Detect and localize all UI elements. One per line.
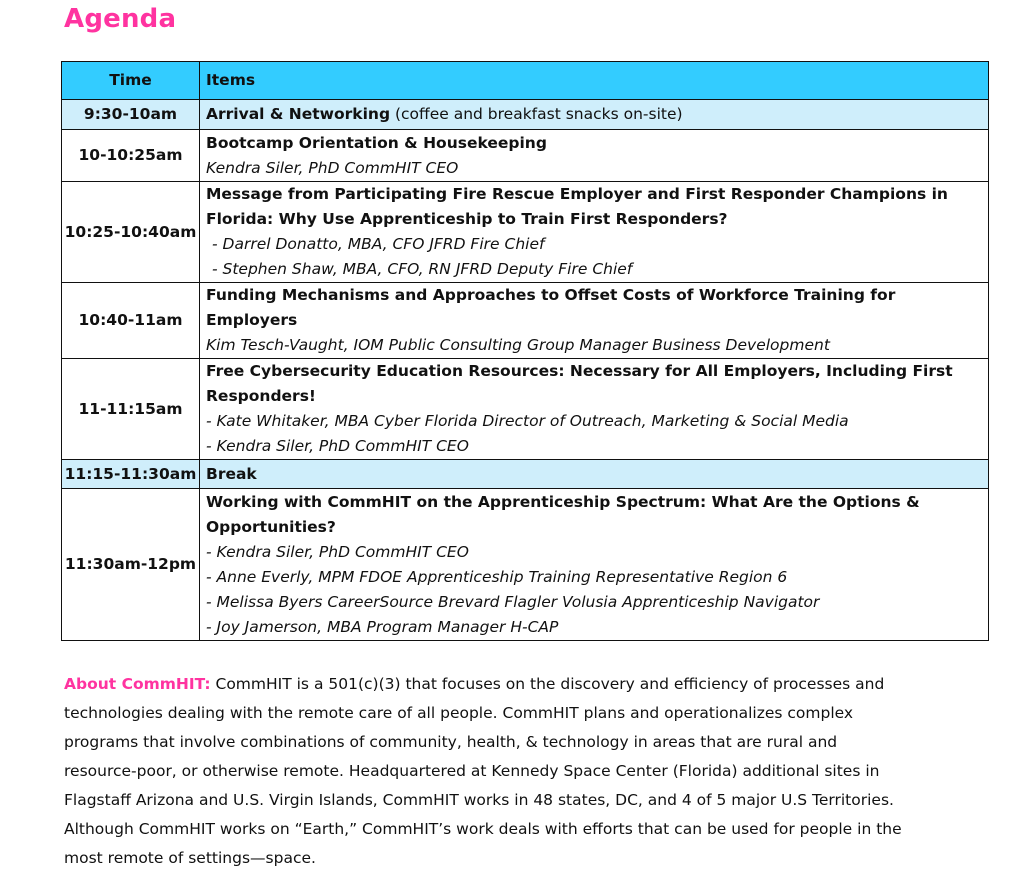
item-title: Responders! [206,387,316,405]
row-items [200,182,989,283]
table-row [62,489,989,641]
row-items [200,359,989,460]
item-title: Arrival & Networking [206,105,391,123]
row-items [200,460,989,489]
item-note: (coffee and breakfast snacks on-site) [390,105,683,123]
column-header-time: Time [62,62,200,100]
item-speaker: - Anne Everly, MPM FDOE Apprenticeship Training Representative Region 6 [206,567,788,586]
column-header-items: Items [200,62,989,100]
item-speaker: Kendra Siler, PhD CommHIT CEO [206,158,459,177]
about-line: programs that involve combinations of community, health, & technology in areas that are rural and [64,733,838,751]
agenda-table [61,61,989,641]
page-title: Agenda [64,4,177,34]
item-title: Opportunities? [206,517,336,536]
item-speaker: - Stephen Shaw, MBA, CFO, RN JFRD Deputy Fire Chief [212,260,633,278]
about-label: About CommHIT: [64,675,211,693]
row-items [200,130,989,182]
row-time: 9:30-10am [62,100,200,130]
item-title: Bootcamp Orientation & Housekeeping [206,133,547,152]
row-items [200,489,989,641]
row-items [200,283,989,359]
row-time: 11:15-11:30am [62,460,200,489]
item-speaker: - Joy Jamerson, MBA Program Manager H-CAP [206,617,559,636]
item-speaker: - Darrel Donatto, MBA, CFO JFRD Fire Chief [212,235,545,253]
table-row [62,182,989,283]
item-title: Message from Participating Fire Rescue Employer and First Responder Champions in [206,185,948,203]
table-row [62,460,989,489]
row-time: 10-10:25am [62,130,200,182]
table-row [62,359,989,460]
about-line: most remote of settings—space. [64,849,316,867]
row-items [200,100,989,130]
about-line: technologies dealing with the remote care of all people. CommHIT plans and operationalizes complex [64,704,854,722]
table-row [62,100,989,130]
item-speaker: - Kate Whitaker, MBA Cyber Florida Director of Outreach, Marketing & Social Media [206,412,849,430]
table-row [62,130,989,182]
item-title: Florida: Why Use Apprenticeship to Train First Responders? [206,210,728,228]
item-speaker: Kim Tesch-Vaught, IOM Public Consulting Group Manager Business Development [206,336,830,354]
row-time: 11-11:15am [62,359,200,460]
table-row [62,283,989,359]
item-title: Employers [206,311,298,329]
item-title: Break [206,464,257,483]
about-line: Flagstaff Arizona and U.S. Virgin Islands, CommHIT works in 48 states, DC, and 4 of 5 major U.S Territories. [64,791,894,809]
item-speaker: - Kendra Siler, PhD CommHIT CEO [206,437,469,455]
about-line: Although CommHIT works on “Earth,” CommHIT’s work deals with efforts that can be used for people in the [64,820,902,838]
about-text: CommHIT is a 501(c)(3) that focuses on the discovery and efficiency of processes and [210,675,885,693]
about-section [64,670,964,873]
row-time: 11:30am-12pm [62,489,200,641]
item-title: Working with CommHIT on the Apprenticeship Spectrum: What Are the Options & [206,492,920,511]
about-line: resource-poor, or otherwise remote. Headquartered at Kennedy Space Center (Florida) additional sites in [64,762,880,780]
item-speaker: - Melissa Byers CareerSource Brevard Flagler Volusia Apprenticeship Navigator [206,592,820,611]
row-time: 10:40-11am [62,283,200,359]
about-line [64,670,964,699]
item-title: Funding Mechanisms and Approaches to Offset Costs of Workforce Training for [206,286,896,304]
item-speaker: - Kendra Siler, PhD CommHIT CEO [206,542,469,561]
item-title: Free Cybersecurity Education Resources: Necessary for All Employers, Including First [206,362,953,380]
row-time: 10:25-10:40am [62,182,200,283]
table-header-row [62,62,989,100]
